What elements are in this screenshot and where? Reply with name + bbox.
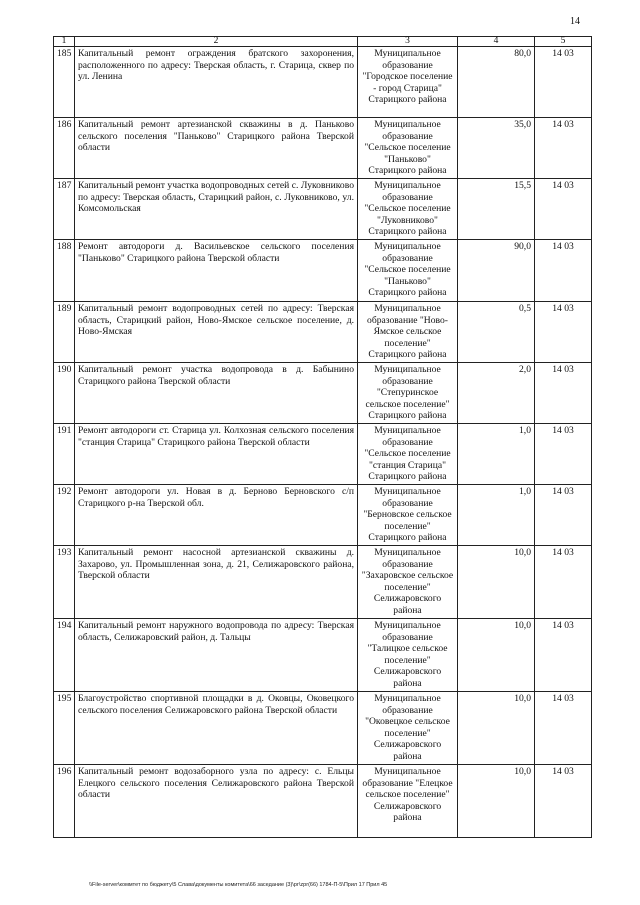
row-organization: Муниципальное образование "Сельское поселение "Паньково" Старицкого района: [358, 118, 458, 179]
row-description: Ремонт автодороги ул. Новая в д. Берново Берновского с/п Старицкого р-на Тверской обл.: [75, 485, 358, 546]
file-path-footer: \\File-server\коммтет по бюджету\5 Слава\документы комитета\66 заседание (3)\рг\zpr(66) 1784-П-5\Прил 17 Прил 45: [89, 882, 388, 888]
row-code: 14 03: [535, 424, 592, 485]
page-number: 14: [570, 16, 580, 27]
row-number: 189: [54, 302, 75, 363]
row-organization: Муниципальное образование "Талицкое сельское поселение" Селижаровского района: [358, 619, 458, 692]
row-number: 188: [54, 240, 75, 302]
row-description: Капитальный ремонт ограждения братского захоронения, расположенного по адресу: Тверская область, г. Старица, сквер по ул. Ленина: [75, 47, 358, 118]
row-description: Капитальный ремонт водозаборного узла по адресу: с. Ельцы Елецкого сельского поселения Селижаровского района Тверской области: [75, 765, 358, 838]
row-organization: Муниципальное образование "Оковецкое сельское поселение" Селижаровского района: [358, 692, 458, 765]
row-number: 196: [54, 765, 75, 838]
table-row: [54, 546, 592, 619]
row-amount: 35,0: [458, 118, 535, 179]
row-amount: 10,0: [458, 546, 535, 619]
row-description: Капитальный ремонт наружного водопровода по адресу: Тверская область, Селижаровский район, д. Тальцы: [75, 619, 358, 692]
row-organization: Муниципальное образование "Сельское поселение "Паньково" Старицкого района: [358, 240, 458, 302]
column-header: 3: [358, 37, 458, 47]
row-amount: 2,0: [458, 363, 535, 424]
column-header: 2: [75, 37, 358, 47]
row-code: 14 03: [535, 363, 592, 424]
table-row: [54, 118, 592, 179]
row-amount: 10,0: [458, 619, 535, 692]
row-code: 14 03: [535, 47, 592, 118]
row-code: 14 03: [535, 485, 592, 546]
table-row: [54, 692, 592, 765]
appropriations-table: [53, 36, 592, 838]
row-number: 193: [54, 546, 75, 619]
row-description: Капитальный ремонт насосной артезианской скважины д. Захарово, ул. Промышленная зона, д. 21, Селижаровского района, Тверской области: [75, 546, 358, 619]
row-amount: 80,0: [458, 47, 535, 118]
table-header-row: [54, 37, 592, 47]
table-row: [54, 302, 592, 363]
row-number: 187: [54, 179, 75, 240]
row-code: 14 03: [535, 302, 592, 363]
row-code: 14 03: [535, 765, 592, 838]
row-amount: 10,0: [458, 692, 535, 765]
row-organization: Муниципальное образование "Берновское сельское поселение" Старицкого района: [358, 485, 458, 546]
row-code: 14 03: [535, 240, 592, 302]
table-row: [54, 240, 592, 302]
row-description: Капитальный ремонт участка водопровода в д. Бабынино Старицкого района Тверской области: [75, 363, 358, 424]
table-row: [54, 424, 592, 485]
row-organization: Муниципальное образование "Елецкое сельское поселение" Селижаровского района: [358, 765, 458, 838]
column-header: 1: [54, 37, 75, 47]
row-number: 194: [54, 619, 75, 692]
row-number: 190: [54, 363, 75, 424]
row-code: 14 03: [535, 619, 592, 692]
row-description: Благоустройство спортивной площадки в д. Оковцы, Оковецкого сельского поселения Селижаровского района Тверской области: [75, 692, 358, 765]
table-row: [54, 619, 592, 692]
row-number: 195: [54, 692, 75, 765]
row-organization: Муниципальное образование "Сельское поселение "станция Старица" Старицкого района: [358, 424, 458, 485]
table-row: [54, 765, 592, 838]
row-code: 14 03: [535, 179, 592, 240]
table-row: [54, 47, 592, 118]
row-organization: Муниципальное образование "Сельское поселение "Луковниково" Старицкого района: [358, 179, 458, 240]
row-organization: Муниципальное образование "Городское поселение - город Старица" Старицкого района: [358, 47, 458, 118]
row-amount: 0,5: [458, 302, 535, 363]
row-amount: 1,0: [458, 485, 535, 546]
row-number: 192: [54, 485, 75, 546]
row-number: 191: [54, 424, 75, 485]
row-description: Капитальный ремонт артезианской скважины в д. Паньково сельского поселения "Паньково" Старицкого района Тверской области: [75, 118, 358, 179]
row-code: 14 03: [535, 546, 592, 619]
row-description: Ремонт автодороги ст. Старица ул. Колхозная сельского поселения "станция Старица" Старицкого района Тверской области: [75, 424, 358, 485]
row-amount: 15,5: [458, 179, 535, 240]
row-number: 185: [54, 47, 75, 118]
column-header: 4: [458, 37, 535, 47]
row-number: 186: [54, 118, 75, 179]
row-code: 14 03: [535, 692, 592, 765]
table-row: [54, 485, 592, 546]
row-description: Капитальный ремонт водопроводных сетей по адресу: Тверская область, Старицкий район, Ново-Ямское сельское поселение, д. Ново-Ямская: [75, 302, 358, 363]
row-description: Ремонт автодороги д. Васильевское сельского поселения "Паньково" Старицкого района Тверской области: [75, 240, 358, 302]
row-code: 14 03: [535, 118, 592, 179]
row-amount: 1,0: [458, 424, 535, 485]
row-organization: Муниципальное образование "Степуринское сельское поселение" Старицкого района: [358, 363, 458, 424]
column-header: 5: [535, 37, 592, 47]
row-organization: Муниципальное образование "Ново-Ямское сельское поселение" Старицкого района: [358, 302, 458, 363]
row-amount: 90,0: [458, 240, 535, 302]
row-organization: Муниципальное образование "Захаровское сельское поселение" Селижаровского района: [358, 546, 458, 619]
table-row: [54, 363, 592, 424]
table-row: [54, 179, 592, 240]
row-description: Капитальный ремонт участка водопроводных сетей с. Луковниково по адресу: Тверская область, Старицкий район, с. Луковниково, ул. Комсомольская: [75, 179, 358, 240]
row-amount: 10,0: [458, 765, 535, 838]
